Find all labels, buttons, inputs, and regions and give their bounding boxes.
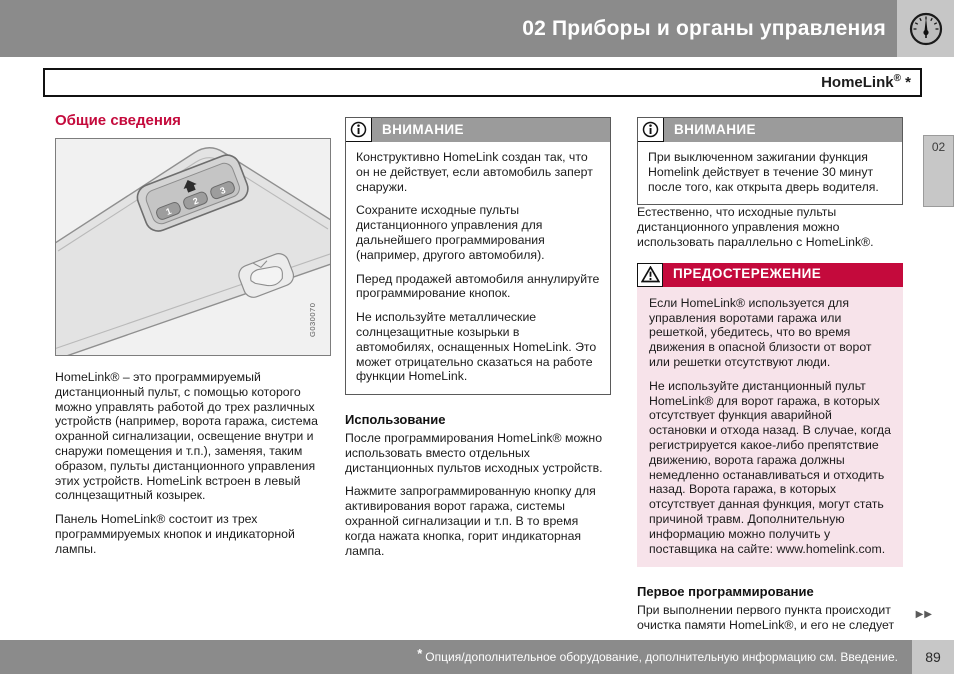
info-icon-cell [346,118,372,142]
info-icon [350,121,367,138]
middle-column [345,117,611,567]
page-title-box [43,68,922,97]
warning-icon-cell [637,263,663,287]
paragraph: Перед продажей автомобиля аннулируйте программирование кнопок. [356,271,600,301]
info-icon-cell [638,118,664,142]
chapter-header-bar [0,0,954,57]
attention-header [638,118,902,142]
warning-box [637,263,903,568]
registered-mark: ® [893,73,901,84]
paragraph: Не используйте дистанционный пульт HomeLink® для ворот гаража, в которых отсутствует функция аварийной остановки и отхода назад. В случае, когда регистрируется какое-либо препятствие движению, ворота гаража должны немедленно останавливаться и отходить назад. Ворота гаража, в которых отсутствует данная функция, могут стать причиной травм. Дополнительную информацию можно получить у поставщика на сайте: www.homelink.com. [649,378,891,556]
right-column [637,117,903,642]
paragraph: Не используйте металлические солнцезащитные козырьки в автомобилях, оснащенных HomeLink. Это может отрицательно сказаться на работе функции HomeLink. [356,310,597,384]
chapter-side-tab: 02 [923,135,954,207]
page-number: 89 [912,640,954,674]
attention-header [346,118,610,142]
attention-box [345,117,611,395]
paragraph: Сохраните исходные пульты дистанционного управления для дальнейшего программирования (например, другого автомобиля). [356,203,545,262]
panel-button-3: 3 [218,185,227,197]
sun-visor-figure [55,138,331,356]
paragraph: Если HomeLink® используется для управления воротами гаража или решеткой, убедитесь, что во время движения в опасной близости от ворот или решетки отсутствуют люди. [649,295,872,369]
gauge-icon [908,11,944,47]
paragraph: После программирования HomeLink® можно использовать вместо отдельных дистанционных пультов исходных устройств. [345,430,603,475]
usage-heading: Использование [345,412,446,428]
option-star: * [900,74,911,91]
figure-code: G030070 [308,302,317,337]
paragraph: Панель HomeLink® состоит из трех программируемых кнопок и индикаторной лампы. [55,512,295,556]
attention-box-2 [637,117,903,205]
paragraph: HomeLink® – это программируемый дистанционный пульт, с помощью которого можно управлять работой до трех различных устройств (например, ворота гаража, система охранной сигнализации, освещение внутри и снаружи помещения и т.п.), заменяя, таким образом, пульты дистанционного управления этих устройств. HomeLink встроен в левый солнцезащитный козырек. [55,370,318,503]
info-icon [642,121,659,138]
paragraph: При выключенном зажигании функция Homelink действует в течение 30 минут после того, как открыта дверь водителя. [648,150,879,194]
paragraph: Естественно, что исходные пульты дистанционного управления можно использовать параллельно с HomeLink®. [637,205,874,249]
sun-visor-illustration [56,139,330,355]
chapter-title: 02 Приборы и органы управления [522,16,886,40]
paragraph: Конструктивно HomeLink создан так, что он не действует, если автомобиль заперт снаружи. [356,150,593,194]
first-programming-heading: Первое программирование [637,584,814,600]
warning-triangle-icon [641,266,660,283]
attention-body [638,142,902,204]
section-heading-general: Общие сведения [55,112,181,129]
warning-header [637,263,903,287]
warning-body [637,287,903,568]
continuation-marker: ▶▶ [915,609,933,620]
paragraph: При выполнении первого пункта происходит очистка памяти HomeLink®, и его не следует [637,603,895,632]
attention-title: ВНИМАНИЕ [372,118,610,142]
footnote-text: Опция/дополнительное оборудование, дополнительную информацию см. Введение. [425,650,898,664]
footnote-star: * [417,645,423,661]
panel-button-1: 1 [164,205,173,217]
paragraph: Нажмите запрограммированную кнопку для активирования ворот гаража, системы охранной сигнализации и т.п. В то время когда нажата кнопка, горит индикаторная лампа. [345,484,596,558]
footer-bar [0,640,912,674]
chapter-icon-box [897,0,954,57]
left-column [55,112,331,566]
panel-button-2: 2 [191,195,200,207]
page-title: HomeLink® * [821,73,911,91]
warning-title: ПРЕДОСТЕРЕЖЕНИЕ [663,263,903,287]
attention-title: ВНИМАНИЕ [664,118,902,142]
attention-body [346,142,610,394]
